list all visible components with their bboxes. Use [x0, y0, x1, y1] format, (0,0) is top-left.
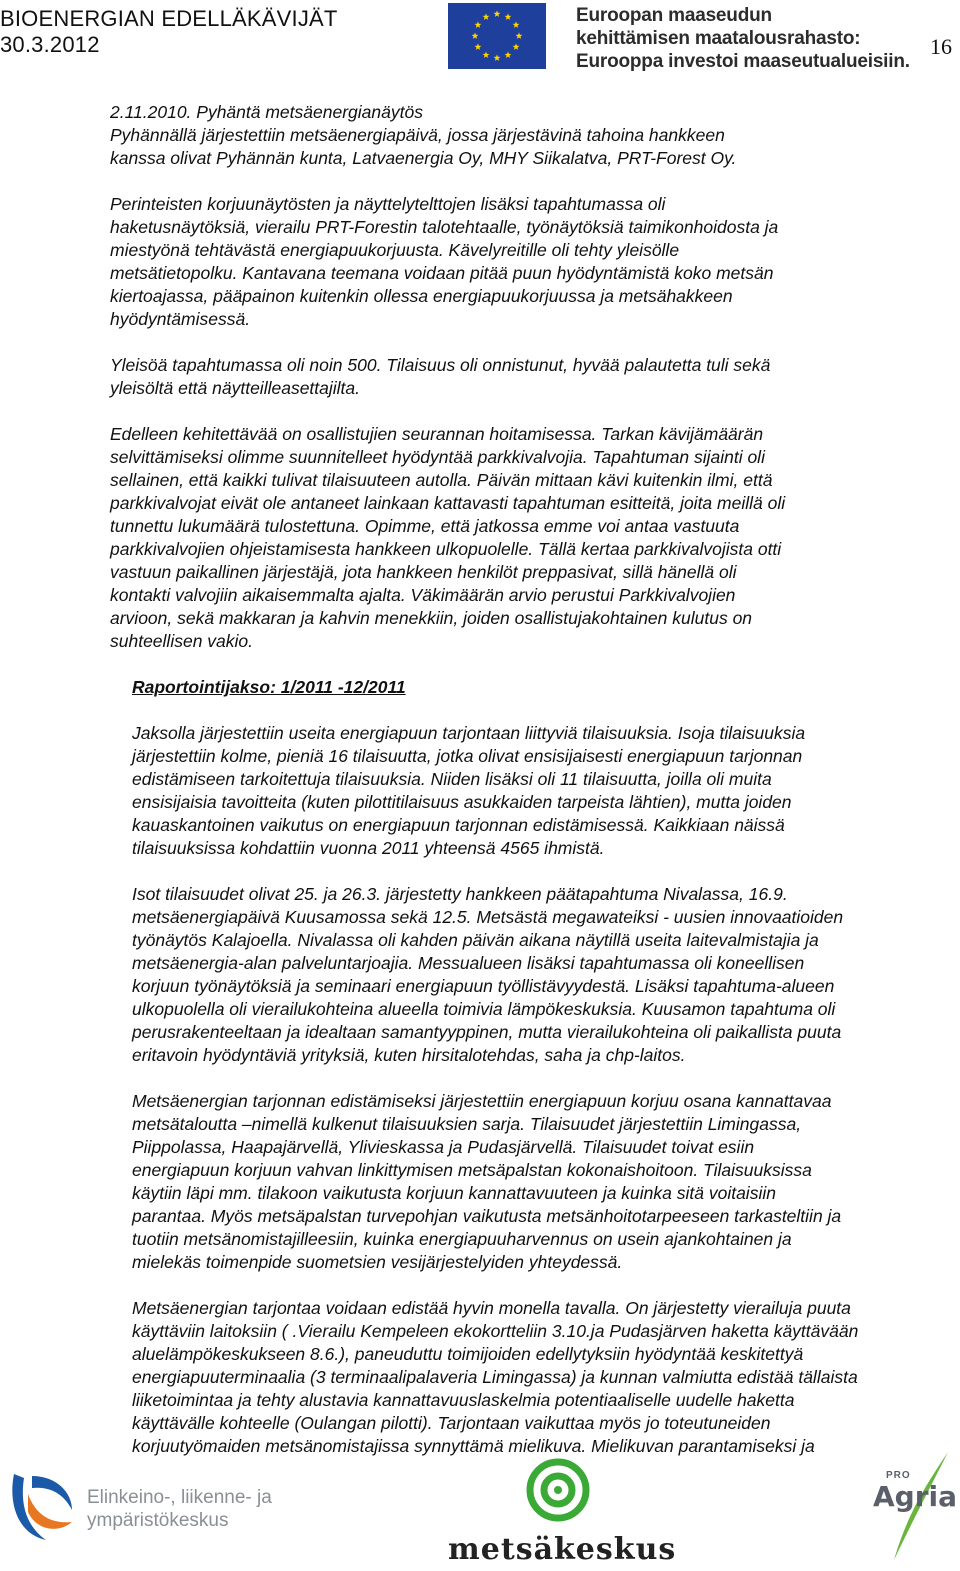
text-line: Edelleen kehitettävää on osallistujien seurannan hoitamisessa. Tarkan kävijämäärän	[110, 424, 764, 444]
text-line: vastuun paikallinen järjestäjä, jota hankkeen henkilöt preppasivat, sillä hänellä oli	[110, 562, 737, 582]
section-heading-wrap	[0, 676, 952, 699]
text-line: metsäenergiapäivä Kuusamossa sekä 12.5. Metsästä megawateiksi - uusien innovaatioiden	[132, 907, 844, 927]
text-line: metsätietopolku. Kantavana teemana voidaan pitää puun hyödyntämistä koko metsän	[110, 263, 774, 283]
text-line: Isot tilaisuudet olivat 25. ja 26.3. järjestetty hankkeen päätapahtuma Nivalassa, 16.9.	[132, 884, 788, 904]
text-line: ulkopuolella oli vierailukohteina alueella toimivia lämpökeskuksia. Kuusamon tapahtuma oli	[132, 999, 836, 1019]
eu-text-line: Euroopan maaseudun	[576, 5, 772, 26]
metsakeskus-logo	[448, 1452, 677, 1571]
text-line: tilaisuuksissa kohdattiin vuonna 2011 yhteensä 4565 ihmistä.	[132, 838, 605, 858]
text-line: Pyhännällä järjestettiin metsäenergiapäivä, jossa järjestävinä tahoina hankkeen	[110, 125, 725, 145]
paragraph	[0, 883, 952, 1067]
eu-fund-text	[576, 4, 910, 73]
text-line: perusrakenteeltaan ja idealtaan samantyyppinen, mutta vierailukohteina oli paikallista puuta	[132, 1022, 842, 1042]
document-body	[0, 101, 960, 1458]
text-line: energiapuuterminaalia (3 terminaalipalaveria Limingassa) ja kunnan valmiutta edistää tällaista	[132, 1367, 858, 1387]
text-line: käyttäviin laitoksiin ( .Vierailu Kempeleen ekokortteliin 3.10.ja Pudasjärven hakettа käyttävään	[132, 1321, 859, 1341]
text-line: Piippolassa, Haapajärvellä, Ylivieskassa ja Pudasjärvellä. Tilaisuudet toivat esiin	[132, 1137, 755, 1157]
document-header	[0, 6, 338, 58]
footer-logos	[0, 1452, 960, 1571]
text-line: työnäytös Kalajoella. Nivalassa oli kahden päivän aikana näytillä useita laitevalmistajia ja	[132, 930, 819, 950]
ely-logo-icon	[6, 1464, 76, 1544]
text-line: edistämiseen tarkoitettuja tilaisuuksia. Niiden lisäksi oli 11 tilaisuutta, joilla oli muita	[132, 769, 772, 789]
text-line: metsäenergia-alan palveluntarjoajia. Messualueen lisäksi tapahtumassa oli koneellisen	[132, 953, 805, 973]
paragraph	[0, 354, 870, 400]
metsakeskus-rings-icon	[526, 1458, 590, 1522]
paragraph	[0, 193, 870, 331]
text-line: kiertoajassa, pääpainon kuitenkin ollessa energiapuukorjuussa ja metsähakkeen	[110, 286, 733, 306]
text-line: selvittämiseksi olimme suunnitelleet hyödyntää parkkivalvojia. Tapahtuman sijainti oli	[110, 447, 765, 467]
text-line: suhteellisen vakio.	[110, 631, 253, 651]
text-line: järjestettiin kolme, pieniä 16 tilaisuutta, jotka olivat ensisijaisesti energiapuun tarjonnan	[132, 746, 803, 766]
ely-text-line: ympäristökeskus	[87, 1510, 229, 1531]
text-line: haketusnäytöksiä, vierailu PRT-Forestin talotehtaalle, työnäytöksiä taimikonhoidosta ja	[110, 217, 779, 237]
text-line: tunnettu lukumäärä tulostettuna. Opimme, että jatkossa emme voi antaa vastuuta	[110, 516, 740, 536]
eu-text-line: kehittämisen maatalousrahasto:	[576, 28, 861, 49]
text-line: mielekäs toimenpide suometsien vesijärjestelyiden yhteydessä.	[132, 1252, 623, 1272]
text-line: aluelämpökeskukseen 8.6.), paneuduttu toimijoiden edellytyksiin hyödyntää keskitettyä	[132, 1344, 804, 1364]
agria-pro-text: PRO	[886, 1470, 911, 1481]
text-line: Jaksolla järjestettiin useita energiapuun tarjontaan liittyviä tilaisuuksia. Isoja tilaisuuksia	[132, 723, 806, 743]
paragraph	[0, 101, 870, 170]
text-line: Yleisöä tapahtumassa oli noin 500. Tilaisuus oli onnistunut, hyvää palautetta tuli sekä	[110, 355, 771, 375]
paragraph	[0, 722, 952, 860]
text-line: energiapuun korjuun vahvan linkittymisen metsäpalstan kokonaishoitoon. Tilaisuuksissa	[132, 1160, 812, 1180]
text-line: sellainen, että kaikki tulivat tilaisuuteen autolla. Päivän mittaan kävi kuitenkin ilmi, että	[110, 470, 773, 490]
text-line: käytiin läpi mm. tilakoon vaikutusta korjuun kannattavuuteen ja kuinka sitä voitaisiin	[132, 1183, 776, 1203]
agria-wordmark: Agria	[873, 1480, 958, 1513]
text-line: 2.11.2010. Pyhäntä metsäenergianäytös	[110, 102, 423, 122]
text-line: kontakti valvojiin aikaisemmalta ajalta. Väkimäärän arvio perustui Parkkivalvojien	[110, 585, 736, 605]
text-line: tuotiin metsänomistajilleesiin, kuinka energiapuuharvennus on usein ajankohtainen ja	[132, 1229, 792, 1249]
metsakeskus-wordmark: metsäkeskus	[448, 1532, 677, 1567]
text-line: parkkivalvojat eivät ole antaneet lainkaan kattavasti tapahtuman esitteitä, joita meillä oli	[110, 493, 786, 513]
paragraph	[0, 1090, 952, 1274]
pro-agria-logo	[868, 1452, 960, 1562]
text-line: hyödyntämisessä.	[110, 309, 251, 329]
paragraph	[0, 423, 870, 653]
document-title: BIOENERGIAN EDELLÄKÄVIJÄT	[0, 6, 338, 31]
eu-text-line: Eurooppa investoi maaseutualueisiin.	[576, 51, 910, 72]
page-number: 16	[930, 34, 952, 59]
ely-text-line: Elinkeino-, liikenne- ja	[87, 1487, 272, 1508]
ely-text	[87, 1486, 272, 1532]
text-line: kauaskantoinen vaikutus on energiapuun tarjonnan edistämisessä. Kaikkiaan näissä	[132, 815, 785, 835]
text-line: parantaa. Myös metsäpalstan turvepohjan vaikutusta metsänhoitotarpeeseen tarkasteltiin ja	[132, 1206, 842, 1226]
text-line: Metsäenergian tarjontaa voidaan edistää hyvin monella tavalla. On järjestetty vierailuja puuta	[132, 1298, 851, 1318]
text-line: liiketoimintaa ja tehty alustavia kannattavuuslaskelmia potentiaaliselle uudelle haketta	[132, 1390, 795, 1410]
eu-flag-icon	[448, 3, 546, 69]
text-line: korjuun työnäytöksiä ja seminaari energiapuun työllistävyydestä. Lisäksi tapahtuma-alueen	[132, 976, 835, 996]
text-line: parkkivalvojien ohjeistamisesta hankkeen ulkopuolelle. Tällä kertaa parkkivalvojista otti	[110, 539, 782, 559]
text-line: yleisöltä että näytteilleasettajilta.	[110, 378, 360, 398]
section-heading: Raportointijakso: 1/2011 -12/2011	[132, 677, 406, 697]
text-line: miestyönä tehtävästä energiapuukorjuusta. Kävelyreitille oli tehty yleisölle	[110, 240, 680, 260]
text-line: korjuutyömaiden metsänomistajissa synnyttämä mielikuva. Mielikuvan parantamiseksi ja	[132, 1436, 815, 1456]
document-date: 30.3.2012	[0, 32, 100, 57]
text-line: käyttävälle kohteelle (Oulangan pilotti). Tarjontaan vaikuttaa myös jo toteutuneiden	[132, 1413, 771, 1433]
text-line: Metsäenergian tarjonnan edistämiseksi järjestettiin energiapuun korjuu osana kannattavaa	[132, 1091, 832, 1111]
paragraph	[0, 1297, 952, 1458]
text-line: eritavoin hyödyntäviä yrityksiä, kuten hirsitalotehdas, saha ja chp-laitos.	[132, 1045, 686, 1065]
text-line: metsätaloutta –nimellä kulkenut tilaisuuksien sarja. Tilaisuudet järjestettiin Limingassa,	[132, 1114, 802, 1134]
text-line: Perinteisten korjuunäytösten ja näyttelytelttojen lisäksi tapahtumassa oli	[110, 194, 666, 214]
text-line: ensisijaisia tavoitteita (kuten pilottitilaisuus asukkaiden tarpeista lähtien), mutta joiden	[132, 792, 792, 812]
text-line: kanssa olivat Pyhännän kunta, Latvaenergia Oy, MHY Siikalatva, PRT-Forest Oy.	[110, 148, 737, 168]
text-line: arvioon, sekä makkaran ja kahvin menekkiin, joiden osallistujakohtainen kulutus on	[110, 608, 753, 628]
